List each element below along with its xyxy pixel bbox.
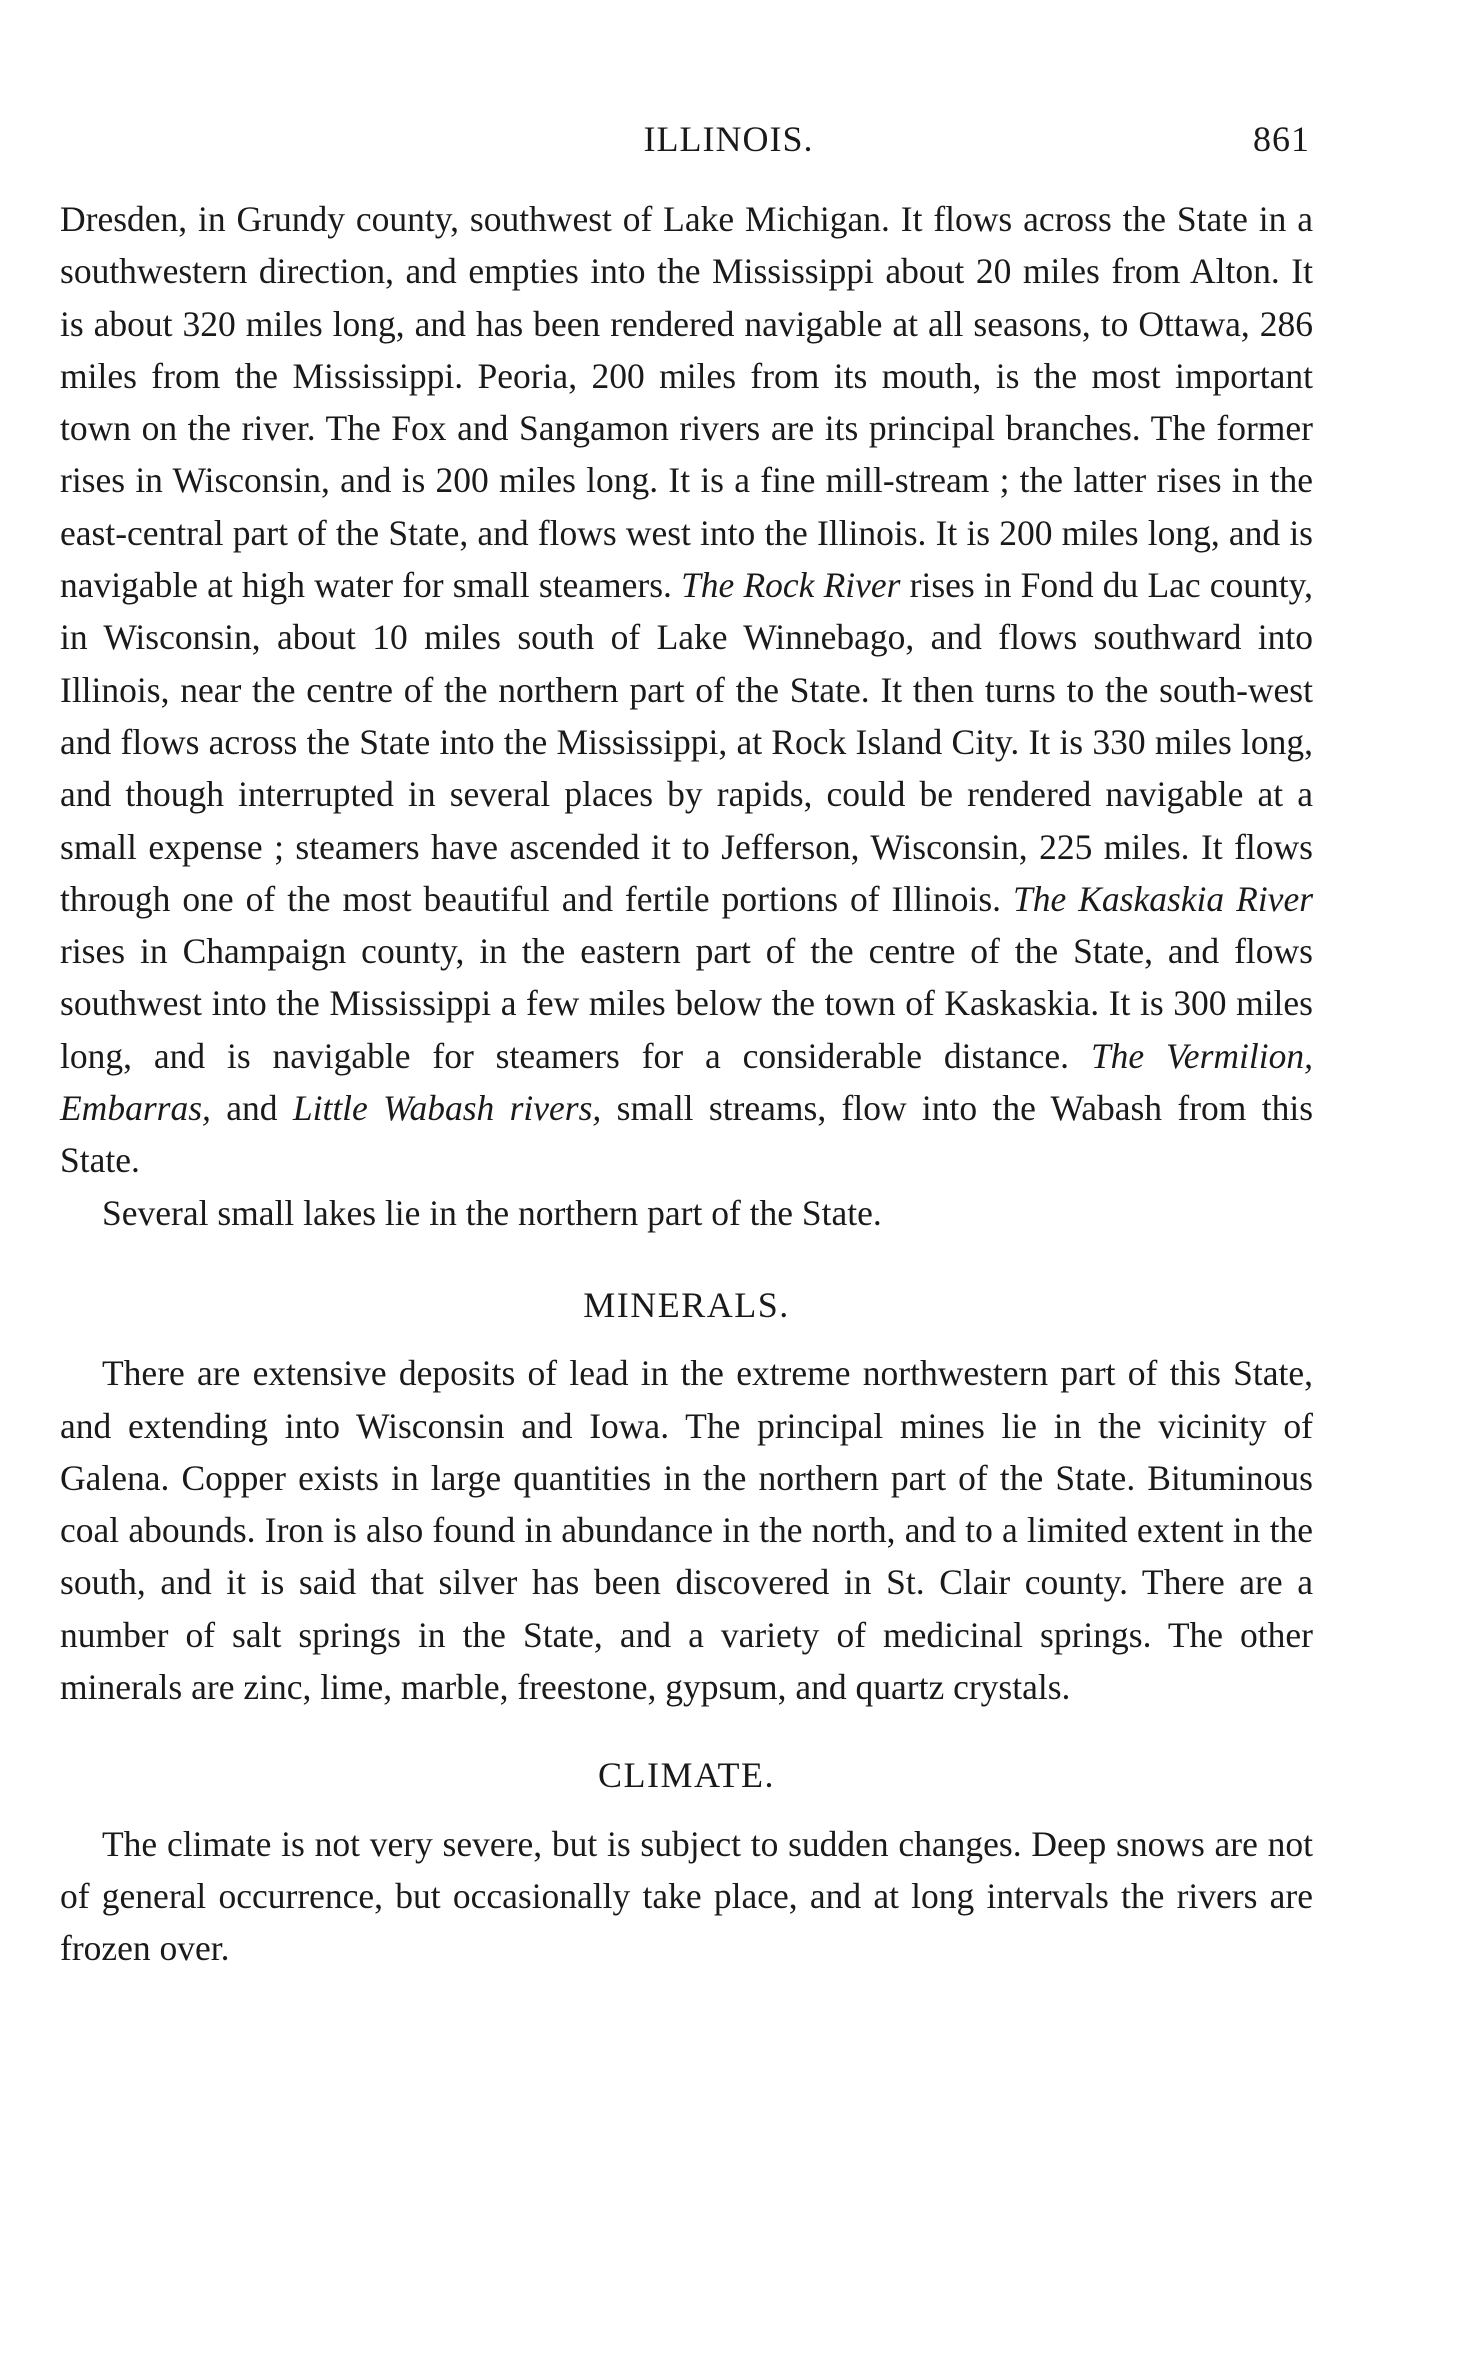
body-text xyxy=(60,193,1313,1975)
rivers-text-c: rises in Champaign county, in the eastern part of the centre of the State, and flows southwest into the Mississippi a few miles below the town of Kaskaskia. It is 300 miles long, and is navigable for steamers for a considerable distance. xyxy=(60,931,1313,1076)
rivers-text-d: and xyxy=(210,1088,293,1129)
climate-heading: CLIMATE. xyxy=(598,1755,775,1796)
kaskaskia-river-name: The Kaskaskia River xyxy=(1013,878,1314,919)
running-head xyxy=(0,118,1457,168)
vermilion-embarras-names: The Vermilion, Embarras, xyxy=(60,1035,1313,1129)
rivers-text-a: Dresden, in Grundy county, southwest of Lake Michigan. It flows across the State in a southwestern direction, and empties into the Mississippi about 20 miles from Alton. It is about 320 miles long, and has been rendered navigable at all seasons, to Ottawa, 286 miles from the Mississippi. Peoria, 200 miles from its mouth, is the most important town on the river. The Fox and Sangamon rivers are its principal branches. The former rises in Wisconsin, and is 200 miles long. It is a fine mill-stream ; the latter rises in the east-central part of the State, and flows west into the Illinois. It is 200 miles long, and is navigable at high water for small steamers. xyxy=(60,199,1313,606)
rivers-paragraph xyxy=(60,193,1313,1187)
rivers-text-b: rises in Fond du Lac county, in Wisconsin, about 10 miles south of Lake Winnebago, and flows southward into Illinois, near the centre of the northern part of the State. It then turns to the south-west and flows across the State into the Mississippi, at Rock Island City. It is 330 miles long, and though interrupted in several places by rapids, could be rendered navigable at a small expense ; steamers have ascended it to Jefferson, Wisconsin, 225 miles. It flows through one of the most beautiful and fertile portions of Illinois. xyxy=(60,565,1313,919)
rivers-text-e: small streams, flow into the Wabash from this State. xyxy=(60,1088,1314,1181)
running-title: ILLINOIS. xyxy=(643,119,814,159)
climate-paragraph: The climate is not very severe, but is subject to sudden changes. Deep snows are not of general occurrence, but occasionally take place, and at long intervals the rivers are frozen over. xyxy=(60,1823,1313,1969)
rock-river-name: The Rock River xyxy=(681,565,901,606)
lakes-paragraph: Several small lakes lie in the northern part of the State. xyxy=(102,1192,882,1233)
page-number: 861 xyxy=(1253,119,1310,159)
minerals-heading: MINERALS. xyxy=(583,1284,790,1325)
minerals-paragraph: There are extensive deposits of lead in the extreme northwestern part of this State, and extending into Wisconsin and Iowa. The principal mines lie in the vicinity of Galena. Copper exists in large quantities in the northern part of the State. Bituminous coal abounds. Iron is also found in abundance in the north, and to a limited extent in the south, and it is said that silver has been discovered in St. Clair county. There are a number of salt springs in the State, and a variety of medicinal springs. The other minerals are zinc, lime, marble, freestone, gypsum, and quartz crystals. xyxy=(60,1353,1313,1708)
little-wabash-name: Little Wabash rivers, xyxy=(292,1088,602,1129)
